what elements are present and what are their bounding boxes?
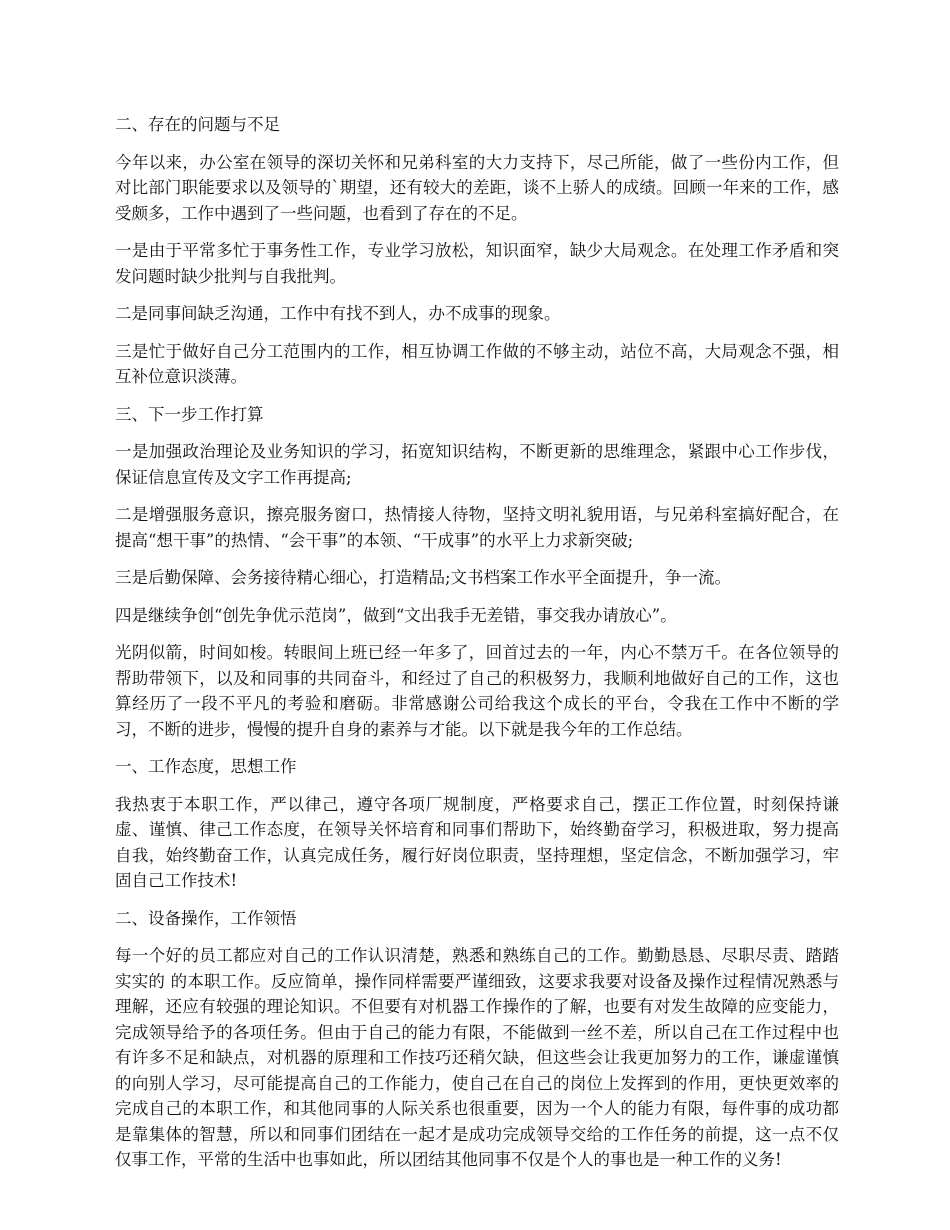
section-heading: 二、存在的问题与不足 <box>115 115 280 134</box>
paragraph: 二是同事间缺乏沟通，工作中有找不到人，办不成事的现象。 <box>115 304 561 323</box>
paragraph: 四是继续争创“创先争优示范岗”，做到“文出我手无差错，事交我办请放心”。 <box>115 605 677 625</box>
document-page <box>115 112 839 1185</box>
paragraph: 二是增强服务意识，擦亮服务窗口，热情接人待物，坚持文明礼貌用语，与兄弟科室搞好配合，在提高“想干事”的热情、“会干事”的本领、“干成事”的水平上力求新突破; <box>115 505 839 550</box>
section-heading: 三、下一步工作打算 <box>115 404 264 424</box>
paragraph: 三是忙于做好自己分工范围内的工作，相互协调工作做的不够主动，站位不高，大局观念不强，相互补位意识淡薄。 <box>115 341 839 386</box>
paragraph: 我热衷于本职工作，严以律己，遵守各项厂规制度，严格要求自己，摆正工作位置，时刻保持谦虚、谨慎、律己工作态度，在领导关怀培育和同事们帮助下，始终勤奋学习，积极进取，努力提高自我，始终勤奋工作，认真完成任务，履行好岗位职责，坚持理想，坚定信念，不断加强学习，牢固自己工作技术! <box>115 794 839 890</box>
paragraph: 今年以来，办公室在领导的深切关怀和兄弟科室的大力支持下，尽己所能，做了一些份内工作，但对比部门职能要求以及领导的`期望，还有较大的差距，谈不上骄人的成绩。回顾一年来的工作，感受颇多，工作中遇到了一些问题，也看到了存在的不足。 <box>115 152 839 223</box>
paragraph: 每一个好的员工都应对自己的工作认识清楚，熟悉和熟练自己的工作。勤勤恳恳、尽职尽责、踏踏实实的 的本职工作。反应简单，操作同样需要严谨细致，这要求我要对设备及操作过程情况熟悉与理解，还应有较强的理论知识。不但要有对机器工作操作的了解，也要有对发生故障的应变能力，完成领导给予的各项任务。但由于自己的能力有限，不能做到一丝不差，所以自己在工作过程中也有许多不足和缺点，对机器的原理和工作技巧还稍欠缺，但这些会让我更加努力的工作，谦虚谨慎的向别人学习，尽可能提高自己的工作能力，使自己在自己的岗位上发挥到的作用，更快更效率的完成自己的本职工作，和其他同事的人际关系也很重要，因为一个人的能力有限，每件事的成功都是靠集体的智慧，所以和同事们团结在一起才是成功完成领导交给的工作任务的前提，这一点不仅仅事工作，平常的生活中也事如此，所以团结其他同事不仅是个人的事也是一种工作的义务! <box>115 946 839 1169</box>
section-heading: 一、工作态度，思想工作 <box>115 757 297 776</box>
section-heading: 二、设备操作，工作领悟 <box>115 908 297 928</box>
paragraph: 一是由于平常多忙于事务性工作，专业学习放松，知识面窄，缺少大局观念。在处理工作矛盾和突发问题时缺少批判与自我批判。 <box>115 241 839 286</box>
paragraph: 三是后勤保障、会务接待精心细心，打造精品;文书档案工作水平全面提升，争一流。 <box>115 568 732 587</box>
paragraph: 光阴似箭，时间如梭。转眼间上班已经一年多了，回首过去的一年，内心不禁万千。在各位领导的帮助带领下，以及和同事的共同奋斗，和经过了自己的积极努力，我顺利地做好自己的工作，这也算经历了一段不平凡的考验和磨砺。非常感谢公司给我这个成长的平台，令我在工作中不断的学习，不断的进步，慢慢的提升自身的素养与才能。以下就是我今年的工作总结。 <box>115 643 839 739</box>
paragraph: 一是加强政治理论及业务知识的学习，拓宽知识结构，不断更新的思维理念，紧跟中心工作步伐，保证信息宣传及文字工作再提高; <box>115 442 839 487</box>
